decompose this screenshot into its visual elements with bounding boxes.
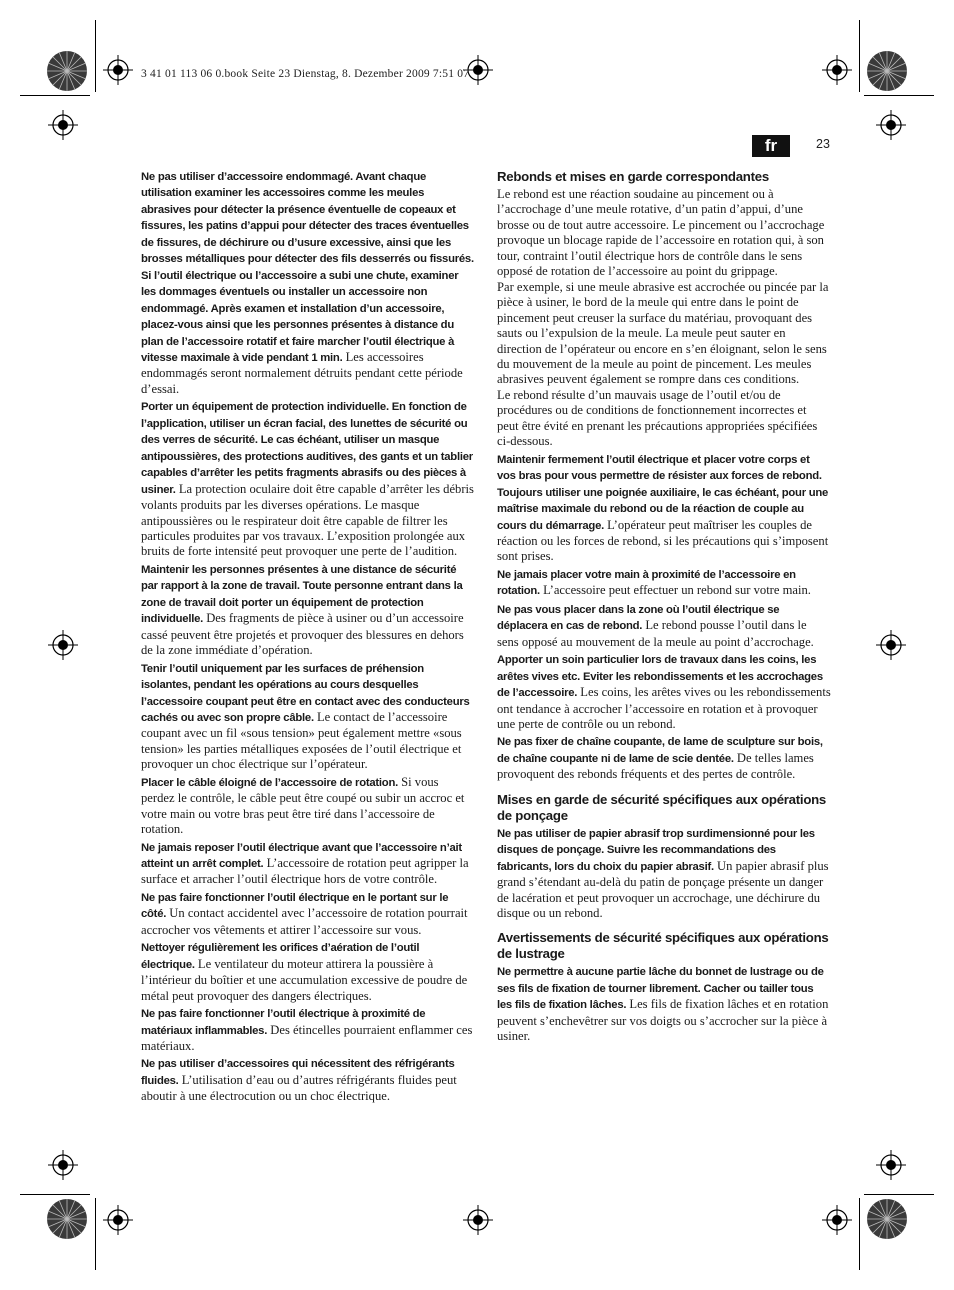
- registration-mark-icon: [822, 1205, 852, 1235]
- safety-paragraph: [141, 1056, 475, 1104]
- safety-paragraph: [497, 964, 831, 1044]
- intro-paragraph: Le rebond est une réaction soudaine au pincement ou à l’accrochage d’une meule rotative, d’un patin d’appui, d’une brosse ou de tout autre accessoire. Le pincement ou l’accrochage provoque un blocage rapide de l’accessoire en rotation qui, à son tour, contraint l’outil électrique hors de contrôle dans le sens opposé de rotation de l’accessoire au point du grippage.: [497, 187, 825, 279]
- paragraph-text: De telles lames provoquent des rebonds fréquents et des pertes de contrôle.: [497, 750, 814, 782]
- paragraph-text: Les accessoires endommagés seront normalement détruits pendant cette période d’essai.: [141, 349, 463, 396]
- safety-paragraph: [141, 775, 475, 838]
- paragraph-text: Le ventilateur du moteur attirera la poussière à l’intérieur du boîtier et une accumulation excessive de poudre de métal peut provoquer des dangers électriques.: [141, 956, 468, 1003]
- safety-paragraph: [141, 661, 475, 773]
- paragraph-bold-lead: Ne jamais placer votre main à proximité de l’accessoire en rotation.: [497, 568, 796, 598]
- paragraph-bold-lead: Nettoyer régulièrement les orifices d’aération de l’outil électrique.: [141, 942, 420, 971]
- paragraph-text: Des fragments de pièce à usiner ou d’un accessoire cassé peuvent être projetés et provoquer des blessures en dehors de la zone immédiate d’opération.: [141, 611, 464, 658]
- paragraph-bold-lead: Maintenir les personnes présentes à une distance de sécurité par rapport à la zone de travail. Toute personne entrant dans la zone de travail doit porter un équipement de protection individuelle.: [141, 563, 463, 626]
- starburst-target-icon: [866, 50, 908, 92]
- paragraph-text: L’utilisation d’eau ou d’autres réfrigérants fluides peut aboutir à une électrocution ou un choc électrique.: [141, 1072, 457, 1104]
- paragraph-bold-lead: Tenir l’outil uniquement par les surfaces de préhension isolantes, pendant les opérations au cours desquelles l’accessoire coupant peut être en contact avec des conducteurs cachés ou avec son propre câble.: [141, 662, 470, 724]
- paragraph-bold-lead: Ne pas utiliser de papier abrasif trop surdimensionné pour les disques de ponçage. Suivre les recommandations des fabricants, lors du choix du papier abrasif.: [497, 827, 815, 873]
- registration-mark-icon: [876, 630, 906, 660]
- starburst-target-icon: [46, 50, 88, 92]
- paragraph-text: Les fils de fixation lâches et en rotation peuvent s’enchevêtrer sur vos doigts ou s’accrocher sur la pièce à usiner.: [497, 997, 829, 1044]
- registration-mark-icon: [876, 110, 906, 140]
- registration-mark-icon: [876, 1150, 906, 1180]
- paragraph-text: Les coins, les arêtes vives ou les rebondissements ont tendance à accrocher l’accessoire en rotation et à provoquer une perte de contrôle ou un rebond.: [497, 685, 831, 731]
- paragraph-text: Si vous perdez le contrôle, le câble peut être coupé ou subir un accroc et votre main ou votre bras peut être tiré dans l’accessoire de rotation.: [141, 774, 465, 837]
- section-heading: Rebonds et mises en garde correspondantes: [497, 169, 769, 184]
- safety-paragraph: [497, 826, 831, 922]
- registration-mark-icon: [103, 55, 133, 85]
- safety-paragraph: [141, 840, 475, 888]
- registration-mark-icon: [48, 630, 78, 660]
- paragraph-text: Un contact accidentel avec l’accessoire de rotation pourrait accrocher vos vêtements et attirer l’accessoire sur vous.: [141, 906, 468, 937]
- paragraph-bold-lead: Ne pas utiliser d’accessoire endommagé. Avant chaque utilisation examiner les accessoires comme les meules abrasives pour détecter la présence éventuelle de copeaux et fissures, les patins d’appui pour détecter des traces éventuelles de fissures, de déchirure ou d’usure excessive, ainsi que les brosses métalliques pour détecter des fils desserrés ou fissurés. Si l’outil électrique ou l’accessoire a subi une chute, examiner les dommages éventuels ou installer un accessoire non endommagé. Après examen et installation d’un accessoire, placez-vous ainsi que les personnes présentes à distance du plan de l’accessoire rotatif et faire marcher l’outil électrique à vitesse maximale à vide pendant 1 min.: [141, 171, 474, 364]
- book-header-info: 3 41 01 113 06 0.book Seite 23 Dienstag, 8. Dezember 2009 7:51 07: [141, 68, 470, 80]
- safety-paragraph: [497, 452, 831, 565]
- safety-paragraph: [497, 652, 831, 732]
- registration-mark-icon: [822, 55, 852, 85]
- crop-line: [95, 20, 96, 92]
- paragraph-text: La protection oculaire doit être capable d’arrêter les débris volants produits par les diverses opérations. Le masque antipoussières ou le respirateur doit être capable de filtrer les particules produites par vos travaux. L’exposition prolongée aux bruits de forte intensité peut provoquer une perte de l’audition.: [141, 481, 474, 559]
- paragraph-bold-lead: Ne pas faire fonctionner l’outil électrique à proximité de matériaux inflammables.: [141, 1008, 426, 1037]
- paragraph-bold-lead: Ne pas faire fonctionner l’outil électrique en le portant sur le côté.: [141, 891, 449, 921]
- paragraph-bold-lead: Porter un équipement de protection individuelle. En fonction de l’application, utiliser un écran facial, des lunettes de sécurité ou des verres de sécurité. Le cas échéant, utiliser un masque antipoussières, des protections auditives, des gants et un tablier capables d’arrêter les petits fragments abrasifs ou des pièces à usiner.: [141, 401, 473, 496]
- safety-paragraph: [497, 567, 831, 600]
- crop-line: [20, 95, 90, 96]
- right-column: [497, 169, 831, 1047]
- crop-line: [864, 95, 934, 96]
- paragraph-bold-lead: Ne pas fixer de chaîne coupante, de lame de sculpture sur bois, de chaîne coupante ni de lame de scie dentée.: [497, 736, 823, 765]
- page-number: 23: [816, 137, 830, 151]
- registration-mark-icon: [463, 1205, 493, 1235]
- safety-paragraph: [141, 940, 475, 1004]
- crop-line: [859, 1198, 860, 1270]
- language-badge: fr: [752, 135, 790, 157]
- paragraph-text: L’accessoire de rotation peut agripper la surface et arracher l’outil électrique hors de votre contrôle.: [141, 856, 469, 887]
- paragraph-bold-lead: Placer le câble éloigné de l’accessoire de rotation.: [141, 776, 398, 789]
- safety-paragraph: [497, 602, 831, 650]
- registration-mark-icon: [48, 110, 78, 140]
- paragraph-text: Un papier abrasif plus grand s’étendant au-delà du patin de ponçage présente un danger de lacération et peut provoquer un accrochage, une déchirure du disque ou un rebond.: [497, 858, 829, 921]
- paragraph-bold-lead: Ne permettre à aucune partie lâche du bonnet de lustrage ou de ses fils de fixation de tourner librement. Cacher ou tailler tous les fils de fixation lâches.: [497, 966, 824, 1012]
- registration-mark-icon: [48, 1150, 78, 1180]
- safety-paragraph: [141, 169, 475, 397]
- paragraph-bold-lead: Ne jamais reposer l’outil électrique avant que l’accessoire n’ait atteint un arrêt complet.: [141, 841, 462, 871]
- crop-line: [20, 1194, 90, 1195]
- intro-paragraph: Par exemple, si une meule abrasive est accrochée ou pincée par la pièce à usiner, le bord de la meule qui entre dans le point de pincement peut creuser la surface du matériau, provoquant des sauts ou l’expulsion de la meule. La meule peut sauter en direction de l’opérateur ou encore en s’en éloignant, selon le sens du mouvement de la meule au point de pincement. Les meules abrasives peuvent également se rompre dans ces conditions.: [497, 279, 829, 387]
- paragraph-text: Le contact de l’accessoire coupant avec un fil «sous tension» peut également mettre «sous tension» les parties métalliques exposées de l’outil électrique et provoquer un choc électrique sur l’opérateur.: [141, 709, 462, 772]
- safety-paragraph: [141, 399, 475, 560]
- crop-line: [859, 20, 860, 92]
- starburst-target-icon: [866, 1198, 908, 1240]
- section-heading: Avertissements de sécurité spécifiques aux opérations de lustrage: [497, 930, 829, 962]
- intro-paragraph: Le rebond résulte d’un mauvais usage de l’outil et/ou de procédures ou de conditions de fonctionnement incorrectes et peut être évité en prenant les précautions appropriées spécifiées ci-dessous.: [497, 387, 818, 449]
- paragraph-text: Le rebond pousse l’outil dans le sens opposé au mouvement de la meule au point d’accrochage.: [497, 618, 814, 649]
- starburst-target-icon: [46, 1198, 88, 1240]
- crop-line: [95, 1198, 96, 1270]
- registration-mark-icon: [103, 1205, 133, 1235]
- section-heading: Mises en garde de sécurité spécifiques aux opérations de ponçage: [497, 791, 827, 823]
- safety-paragraph: [497, 734, 831, 782]
- safety-paragraph: [141, 1006, 475, 1054]
- paragraph-bold-lead: Maintenir fermement l’outil électrique et placer votre corps et vos bras pour vous permettre de résister aux forces de rebond. Toujours utiliser une poignée auxiliaire, le cas échéant, pour une maîtrise maximale du rebond ou de la réaction de couple au cours du démarrage.: [497, 453, 829, 532]
- paragraph-text: L’opérateur peut maîtriser les couples de réaction ou les forces de rebond, si les précautions qui s’imposent sont prises.: [497, 517, 829, 564]
- safety-paragraph: [141, 562, 475, 659]
- paragraph-bold-lead: Ne pas vous placer dans la zone où l’outil électrique se déplacera en cas de rebond.: [497, 603, 780, 633]
- safety-paragraph: [141, 890, 475, 938]
- crop-line: [864, 1194, 934, 1195]
- paragraph-bold-lead: Apporter un soin particulier lors de travaux dans les coins, les arêtes vives etc. Eviter les rebondissements et les accrochages de l’accessoire.: [497, 654, 823, 700]
- paragraph-text: Des étincelles pourraient enflammer ces matériaux.: [141, 1022, 473, 1054]
- left-column: [141, 169, 475, 1107]
- paragraph-text: L’accessoire peut effectuer un rebond sur votre main.: [539, 583, 811, 598]
- paragraph-bold-lead: Ne pas utiliser d’accessoires qui nécessitent des réfrigérants fluides.: [141, 1058, 455, 1087]
